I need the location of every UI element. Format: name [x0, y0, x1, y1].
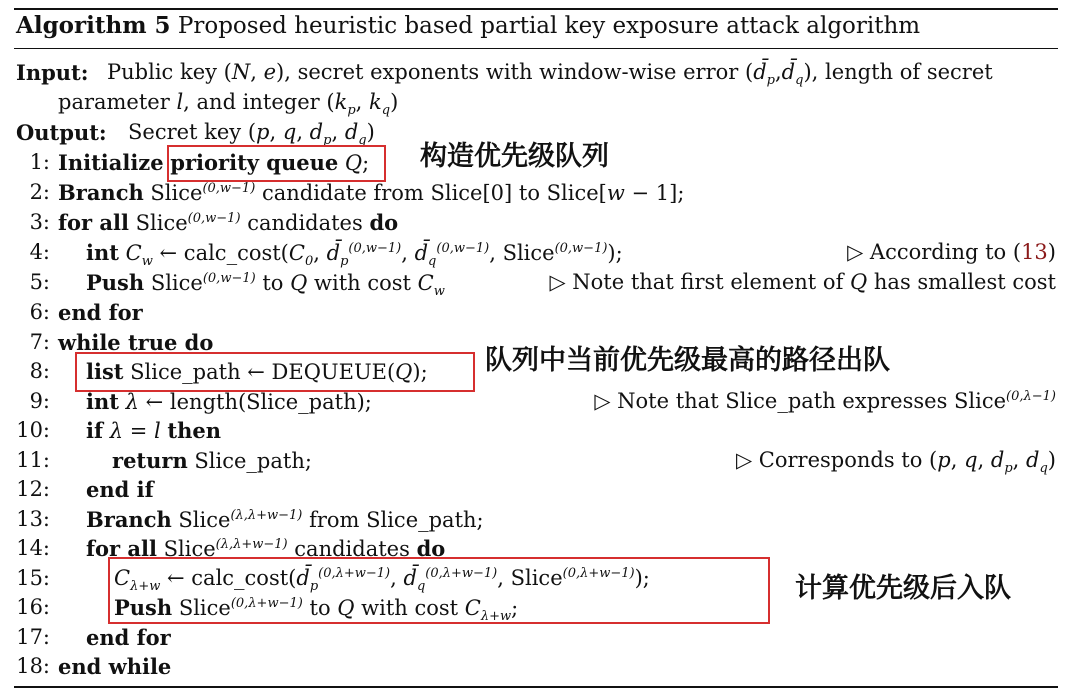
keyword: end for — [86, 625, 171, 650]
keyword: int — [86, 240, 119, 265]
header-rule — [14, 48, 1058, 49]
algo-line-3: 3: for all Slice$^{(0,w-1)}$ candidates do — [0, 210, 1080, 240]
highlight-box-enqueue — [108, 557, 770, 624]
line-number: 4: — [29, 240, 50, 264]
line-number: 11: — [16, 448, 50, 472]
algorithm-label: Algorithm 5 — [16, 12, 171, 39]
algo-line-14: 14: for all Slice$^{(\lambda,\lambda+w-1)}$ candidates do — [16, 536, 446, 561]
top-rule — [14, 8, 1058, 10]
algo-line-5: 5: Push Slice$^{(0,w-1)}$ to Q with cost $C_w$ ▷ Note that first element of Q has smallest cost — [0, 270, 1080, 300]
comment-line-11: ▷ Corresponds to (p, q, $d_p$, $d_q$) — [735, 448, 1056, 477]
algorithm-title — [16, 12, 920, 39]
algorithm-caption: Proposed heuristic based partial key exposure attack algorithm — [177, 13, 921, 39]
algo-line-11: 11: return Slice_path; ▷ Corresponds to (p, q, $d_p$, $d_q$) — [16, 448, 1056, 477]
output-text: Secret key (p, q, $d_p$, $d_q$) — [128, 120, 375, 149]
algo-line-10: 10: if λ = l then — [16, 418, 221, 443]
keyword: do — [416, 536, 446, 561]
keyword: list — [86, 359, 124, 384]
input-line-1 — [0, 60, 1080, 90]
bottom-rule — [14, 686, 1058, 688]
keyword: while true do — [58, 330, 214, 355]
comment-line-4: ▷ According to (13) — [847, 240, 1056, 264]
highlight-box-dequeue — [75, 352, 475, 392]
keyword: Branch — [58, 180, 144, 205]
line-number: 17: — [16, 625, 50, 649]
input-text-1: Public key (N, e), secret exponents with window-wise error $(d̄_p,d̄_q)$, length of secret — [107, 60, 993, 89]
comment-line-5: ▷ Note that first element of Q has smallest cost — [549, 270, 1056, 294]
keyword: if — [86, 418, 104, 443]
line-number: 12: — [16, 477, 50, 501]
output-label: Output: — [16, 120, 107, 145]
annotation-queue: 构造优先级队列 — [420, 141, 609, 172]
keyword: Branch — [86, 507, 172, 532]
line-number: 14: — [16, 536, 50, 560]
keyword: end if — [86, 477, 154, 502]
line-number: 18: — [16, 654, 50, 678]
line-number: 5: — [29, 270, 50, 294]
annotation-dequeue: 队列中当前优先级最高的路径出队 — [485, 345, 890, 376]
input-line-2 — [0, 90, 1080, 120]
line-number: 3: — [29, 210, 50, 234]
line-number: 10: — [16, 418, 50, 442]
keyword: return — [112, 448, 188, 473]
line-number: 8: — [29, 359, 50, 383]
keyword: end for — [58, 300, 143, 325]
keyword: do — [369, 210, 399, 235]
keyword: int — [86, 389, 119, 414]
line-number: 13: — [16, 507, 50, 531]
keyword: Initialize — [58, 150, 164, 175]
highlight-box-queue — [167, 145, 386, 182]
algo-line-18 — [0, 654, 1080, 684]
line-number: 2: — [29, 180, 50, 204]
line-number: 6: — [29, 300, 50, 324]
keyword: for all — [58, 210, 129, 235]
line-number: 16: — [16, 595, 50, 619]
algo-line-12 — [0, 477, 1080, 507]
algo-line-6 — [0, 300, 1080, 330]
line-number: 15: — [16, 566, 50, 590]
comment-line-9: ▷ Note that Slice_path expresses Slice$^{(0,\lambda-1)}$ — [594, 389, 1056, 413]
keyword: Push — [114, 595, 173, 620]
keyword: Push — [86, 270, 145, 295]
algo-line-8: 8: list Slice_path ← DEQUEUE(Q); — [0, 359, 1080, 389]
input-label: Input: — [16, 60, 89, 85]
keyword: end while — [58, 654, 172, 679]
algo-line-9: 9: int λ ← length(Slice_path); ▷ Note that Slice_path expresses Slice$^{(0,\lambda-1)}$ — [0, 389, 1080, 419]
input-text-2: parameter l, and integer ($k_p$, $k_q$) — [58, 90, 399, 119]
algo-line-17 — [0, 625, 1080, 655]
line-number: 9: — [29, 389, 50, 413]
keyword: for all — [86, 536, 157, 561]
algo-line-2: 2: Branch Slice$^{(0,w-1)}$ candidate from Slice[0] to Slice[w − 1]; — [0, 180, 1080, 210]
algo-line-15: 15: $C_{\lambda+w}$ ← $calc\_\cos t(d̄_p^{(0,\lambda+w-1)}$, $d̄_q^{(0,\lambda+w-1)}$, Slice$^{(0,\lambda+w-1)}$); — [16, 566, 650, 595]
line-number: 7: — [29, 330, 50, 354]
keyword: then — [167, 418, 221, 443]
algo-line-13: 13: Branch Slice$^{(\lambda,\lambda+w-1)}$ from Slice_path; — [16, 507, 484, 532]
algo-line-16: 16: Push Slice$^{(0,\lambda+w-1)}$ to Q with cost $C_{\lambda+w}$; — [16, 595, 519, 625]
annotation-enqueue: 计算优先级后入队 — [795, 573, 1011, 604]
algo-line-1: 1: Initialize priority queue Q; — [0, 150, 1080, 180]
algo-line-4: 4: int $C_w$ ← $calc\_\cos t(C_0$, $d̄_p^{(0,w-1)}$, $d̄_q^{(0,w-1)}$, Slice$^{(0,w-1)}$); ▷ According to (13) — [0, 240, 1080, 270]
line-number: 1: — [29, 150, 50, 174]
